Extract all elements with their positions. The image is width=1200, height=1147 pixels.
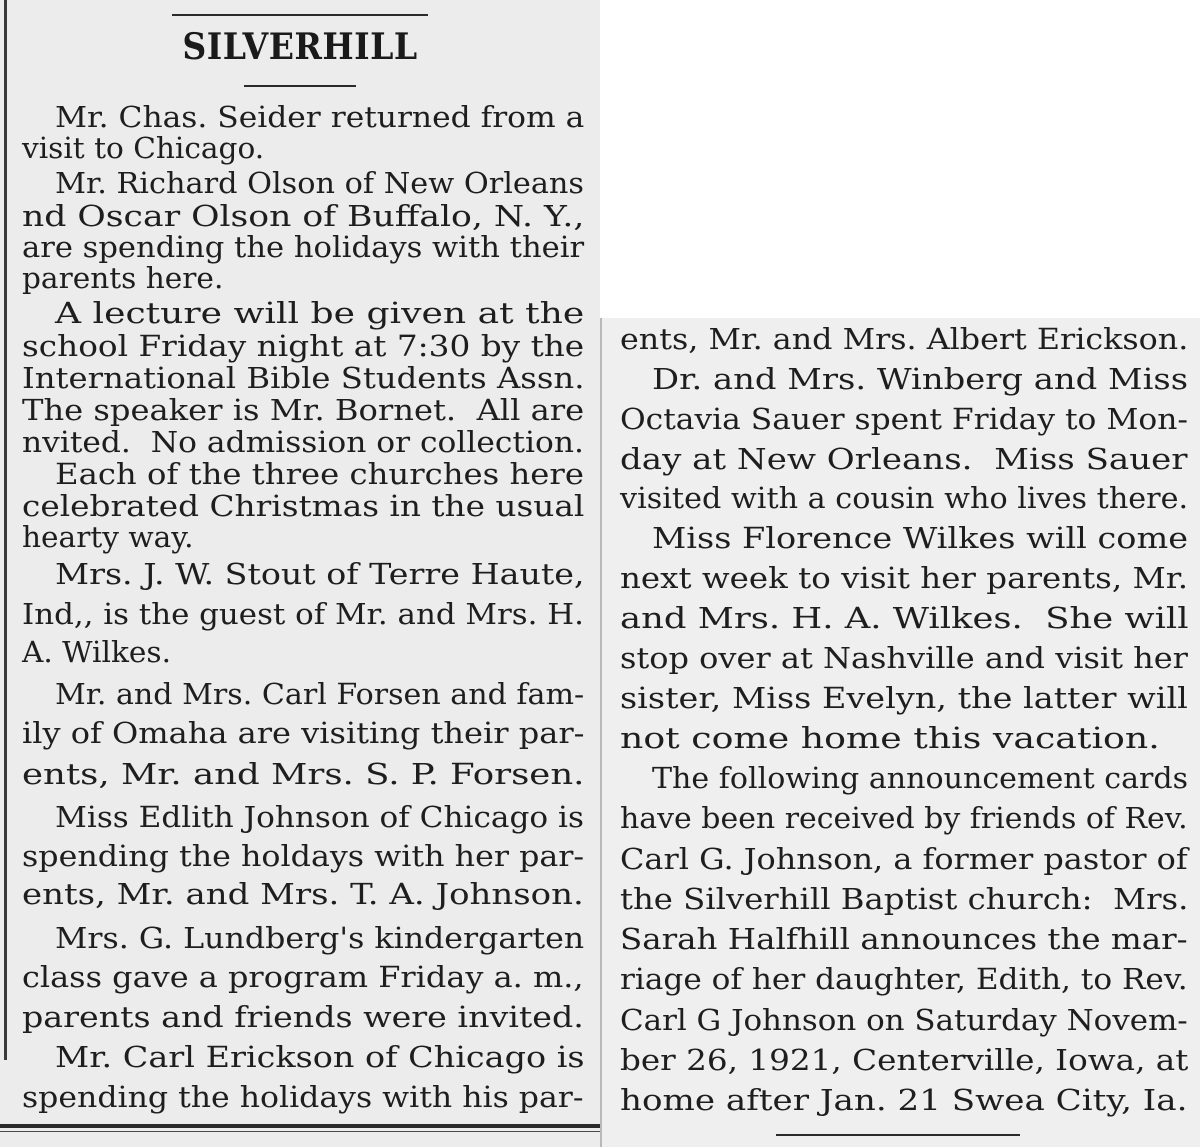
left-edge-rule [4, 0, 7, 1060]
left-text-line: spending the holidays with his par- [22, 1080, 584, 1114]
right-text-line: ents, Mr. and Mrs. Albert Erickson. [620, 322, 1189, 356]
right-text-line: Carl G Johnson on Saturday Novem- [620, 1003, 1188, 1037]
right-text-line: visited with a cousin who lives there. [620, 481, 1189, 515]
left-text-line: ents, Mr. and Mrs. S. P. Forsen. [22, 757, 585, 791]
left-text-line: visit to Chicago. [22, 131, 265, 165]
left-text-line: Mr. Chas. Seider returned from a [55, 100, 585, 134]
right-text-line: The following announcement cards [652, 761, 1189, 795]
left-text-line: class gave a program Friday a. m., [22, 960, 584, 994]
left-text-line: A lecture will be given at the [55, 296, 585, 330]
right-text-line: Octavia Sauer spent Friday to Mon- [620, 402, 1189, 436]
right-text-line: the Silverhill Baptist church: Mrs. [620, 882, 1189, 916]
left-text-line: Mrs. J. W. Stout of Terre Haute, [55, 557, 585, 591]
left-text-line: hearty way. [22, 520, 194, 554]
left-text-line: Mrs. G. Lundberg's kindergarten [55, 921, 585, 955]
right-text-line: Carl G. Johnson, a former pastor of [620, 842, 1188, 876]
left-text-line: ents, Mr. and Mrs. T. A. Johnson. [22, 877, 584, 911]
left-text-line: celebrated Christmas in the usual [22, 489, 585, 523]
left-text-line: parents here. [22, 261, 224, 295]
left-text-line: The speaker is Mr. Bornet. All are [22, 393, 585, 427]
left-text-line: Mr. Richard Olson of New Orleans [55, 166, 585, 200]
left-text-line: nvited. No admission or collection. [22, 425, 584, 459]
right-text-line: have been received by friends of Rev. [620, 801, 1188, 835]
article-end-rule [776, 1134, 1020, 1136]
heading-underline-rule [244, 85, 356, 87]
right-text-line: Sarah Halfhill announces the mar- [620, 922, 1188, 956]
right-column [602, 318, 1200, 1147]
left-text-line: ily of Omaha are visiting their par- [22, 716, 585, 750]
column-heading: SILVERHILL [182, 26, 418, 68]
left-text-line: are spending the holidays with their [22, 230, 585, 264]
column-bottom-hairline [0, 1131, 600, 1132]
right-text-line: day at New Orleans. Miss Sauer [620, 442, 1188, 476]
left-text-line: Each of the three churches here [55, 457, 584, 491]
left-text-line: nd Oscar Olson of Buffalo, N. Y., [22, 199, 585, 233]
right-text-line: and Mrs. H. A. Wilkes. She will [620, 601, 1189, 635]
right-text-line: not come home this vacation. [620, 721, 1160, 755]
left-text-line: Mr. Carl Erickson of Chicago is [55, 1040, 585, 1074]
right-text-line: home after Jan. 21 Swea City, Ia. [620, 1083, 1188, 1117]
left-text-line: school Friday night at 7:30 by the [22, 329, 585, 363]
header-top-rule [172, 14, 428, 16]
left-text-line: A. Wilkes. [22, 635, 171, 669]
left-text-line: International Bible Students Assn. [22, 361, 585, 395]
left-text-line: Miss Edlith Johnson of Chicago is [55, 800, 584, 834]
column-bottom-rule [0, 1124, 600, 1128]
left-text-line: Mr. and Mrs. Carl Forsen and fam- [55, 677, 585, 711]
left-text-line: spending the holdays with her par- [22, 839, 585, 873]
right-text-line: next week to visit her parents, Mr. [620, 561, 1189, 595]
right-text-line: ber 26, 1921, Centerville, Iowa, at [620, 1043, 1189, 1077]
left-text-line: parents and friends were invited. [22, 1000, 584, 1034]
right-text-line: riage of her daughter, Edith, to Rev. [620, 962, 1188, 996]
right-text-line: Dr. and Mrs. Winberg and Miss [652, 362, 1189, 396]
right-text-line: Miss Florence Wilkes will come [652, 521, 1189, 555]
right-text-line: sister, Miss Evelyn, the latter will [620, 681, 1188, 715]
right-text-line: stop over at Nashville and visit her [620, 641, 1188, 675]
left-text-line: Ind,, is the guest of Mr. and Mrs. H. [22, 597, 584, 631]
